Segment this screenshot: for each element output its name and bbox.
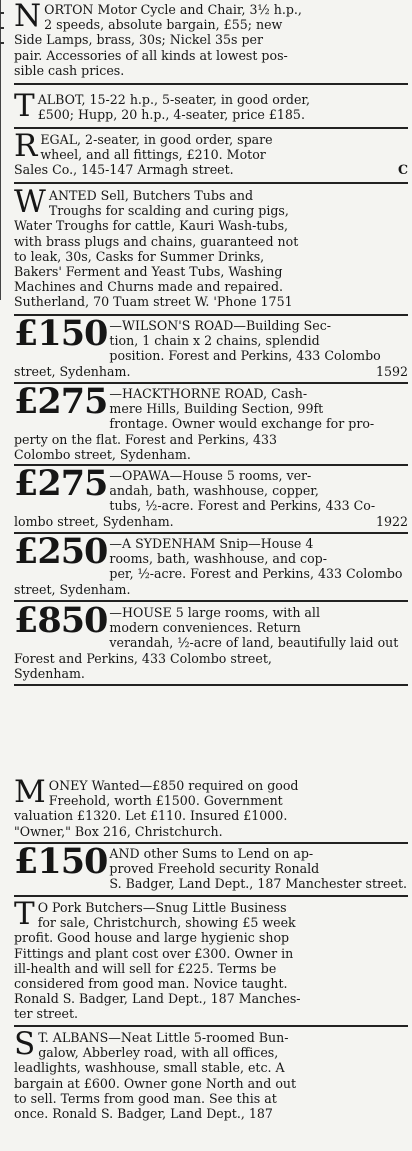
ad-line: galow, Abberley road, with all offices,: [38, 1045, 279, 1061]
ad-line: perty on the flat. Forest and Perkins, 433: [14, 431, 277, 447]
ad-reference: C: [397, 162, 408, 178]
ad-line: EGAL, 2-seater, in good order, spare: [40, 132, 273, 147]
ad-pork-butchers-business: [14, 900, 408, 1022]
ad-line: £500; Hupp, 20 h.p., 4-seater, price £185.: [37, 107, 305, 123]
ad-line: verandah, ½-acre of land, beautifully laid out: [109, 635, 399, 651]
drop-cap: T: [14, 92, 35, 123]
ad-line: profit. Good house and large hygienic shop: [14, 930, 290, 946]
ad-line: Forest and Perkins, 433 Colombo street,: [14, 650, 272, 666]
ad-line: [14, 514, 408, 529]
ad-line: once. Ronald S. Badger, Land Dept., 187: [14, 1106, 273, 1122]
ad-line: Fittings and plant cost over £300. Owner in: [14, 945, 294, 961]
ad-line: street, Sydenham.: [14, 581, 131, 597]
ad-line: 2 speeds, absolute bargain, £55; new: [44, 17, 283, 33]
drop-cap: N: [14, 2, 42, 34]
ad-line: O Pork Butchers—Snug Little Business: [37, 900, 287, 915]
ad-line: [14, 162, 408, 177]
ad-divider: [14, 382, 408, 384]
ad-line: ORTON Motor Cycle and Chair, 3½ h.p.,: [44, 2, 302, 17]
column-edge-rule: [0, 0, 1, 300]
ad-line: ill-health and will sell for £225. Terms be: [14, 960, 277, 976]
price-heading: £150: [14, 846, 108, 882]
ad-line: pair. Accessories of all kinds at lowest pos-: [14, 47, 288, 63]
ad-line: rooms, bath, washhouse, and cop-: [109, 551, 327, 567]
ad-divider: [14, 83, 408, 85]
ad-house-850: [14, 605, 408, 681]
ad-wanted-butchers-tubs: [14, 188, 408, 310]
ad-divider: [14, 314, 408, 316]
ad-line: Ronald S. Badger, Land Dept., 187 Manches-: [14, 991, 301, 1007]
ad-wilsons-road-section: [14, 318, 408, 379]
ad-divider: [14, 182, 408, 184]
ad-line: wheel, and all fittings, £210. Motor: [40, 147, 266, 163]
ad-norton-motorcycle: [14, 2, 408, 78]
ad-line: ONEY Wanted—£850 required on good: [48, 778, 299, 793]
ad-line: considered from good man. Novice taught.: [14, 976, 288, 992]
ad-line-text: Sales Co., 145-147 Armagh street.: [14, 162, 234, 178]
ad-reference: 1592: [375, 363, 408, 379]
ad-line: per, ½-acre. Forest and Perkins, 433 Colombo: [109, 566, 403, 582]
ad-st-albans-bungalow: [14, 1030, 408, 1121]
ad-line: to leak, 30s, Casks for Summer Drinks,: [14, 248, 265, 264]
ad-divider: [14, 1025, 408, 1027]
ad-divider: [14, 842, 408, 844]
ad-line: bargain at £600. Owner gone North and out: [14, 1075, 297, 1091]
section-divider: [14, 684, 408, 686]
ad-line: [14, 364, 408, 379]
price-heading: £150: [14, 318, 108, 354]
ad-line: ANTED Sell, Butchers Tubs and: [48, 188, 254, 203]
ad-line: Colombo street, Sydenham.: [14, 446, 191, 462]
ad-line: —OPAWA—House 5 rooms, ver-: [109, 468, 312, 483]
ad-line: sible cash prices.: [14, 62, 125, 78]
ad-line: Bakers' Ferment and Yeast Tubs, Washing: [14, 264, 283, 280]
ad-line-text: street, Sydenham.: [14, 363, 131, 379]
ad-divider: [14, 600, 408, 602]
ad-line: Side Lamps, brass, 30s; Nickel 35s per: [14, 32, 264, 48]
ad-hackthorne-road-section: [14, 386, 408, 462]
ad-line: with brass plugs and chains, guaranteed not: [14, 233, 299, 249]
ad-line: Water Troughs for cattle, Kauri Wash-tubs,: [14, 218, 289, 234]
ad-line: ALBOT, 15-22 h.p., 5-seater, in good order,: [37, 92, 311, 107]
ad-divider: [14, 464, 408, 466]
drop-cap: S: [14, 1030, 36, 1062]
ad-regal-car: [14, 132, 408, 178]
ad-line: frontage. Owner would exchange for pro-: [109, 416, 375, 432]
ad-line: AND other Sums to Lend on ap-: [109, 846, 314, 861]
drop-cap: R: [14, 132, 38, 164]
ad-divider: [14, 532, 408, 534]
ad-line: tubs, ½-acre. Forest and Perkins, 433 Co-: [109, 498, 376, 514]
ad-line: —HACKTHORNE ROAD, Cash-: [109, 386, 308, 401]
ad-line: mere Hills, Building Section, 99ft: [109, 401, 324, 417]
ad-line: valuation £1320. Let £110. Insured £1000.: [14, 808, 288, 824]
price-heading: £275: [14, 386, 108, 422]
ad-line: "Owner," Box 216, Christchurch.: [14, 823, 223, 839]
ad-sums-to-lend: [14, 846, 408, 892]
ad-line-text: lombo street, Sydenham.: [14, 513, 174, 529]
ad-line: andah, bath, washhouse, copper,: [109, 483, 319, 499]
margin-tick: [0, 12, 4, 14]
ad-line: for sale, Christchurch, showing £5 week: [37, 915, 296, 931]
ad-line: Machines and Churns made and repaired.: [14, 279, 284, 295]
margin-tick: [0, 42, 4, 44]
price-heading: £250: [14, 536, 108, 572]
ad-line: —HOUSE 5 large rooms, with all: [109, 605, 320, 620]
ad-reference: 1922: [375, 513, 408, 529]
ad-sydenham-snip-house: [14, 536, 408, 597]
ad-line: position. Forest and Perkins, 433 Colombo: [109, 348, 381, 364]
drop-cap: T: [14, 900, 35, 932]
ad-line: —WILSON'S ROAD—Building Sec-: [109, 318, 332, 333]
ad-line: Sutherland, 70 Tuam street W. 'Phone 1751: [14, 294, 293, 310]
ad-line: Troughs for scalding and curing pigs,: [48, 203, 289, 219]
price-heading: £275: [14, 468, 108, 504]
ad-line: T. ALBANS—Neat Little 5-roomed Bun-: [38, 1030, 289, 1045]
ad-line: S. Badger, Land Dept., 187 Manchester street.: [109, 876, 408, 892]
ad-line: proved Freehold security Ronald: [109, 861, 320, 877]
ad-line: —A SYDENHAM Snip—House 4: [109, 536, 314, 551]
drop-cap: M: [14, 778, 46, 810]
ad-divider: [14, 895, 408, 897]
ad-line: modern conveniences. Return: [109, 620, 301, 636]
ad-divider: [14, 127, 408, 129]
ad-line: Freehold, worth £1500. Government: [48, 793, 283, 809]
ad-opawa-house: [14, 468, 408, 529]
ad-line: leadlights, washhouse, small stable, etc. A: [14, 1060, 285, 1076]
price-heading: £850: [14, 605, 108, 641]
ad-talbot-car: [14, 92, 408, 122]
ad-line: Sydenham.: [14, 665, 85, 681]
ad-line: tion, 1 chain x 2 chains, splendid: [109, 333, 320, 349]
ad-money-wanted: [14, 778, 408, 839]
margin-tick: [0, 27, 4, 29]
ad-line: ter street.: [14, 1006, 79, 1022]
ad-line: to sell. Terms from good man. See this at: [14, 1090, 277, 1106]
drop-cap: W: [14, 188, 46, 220]
